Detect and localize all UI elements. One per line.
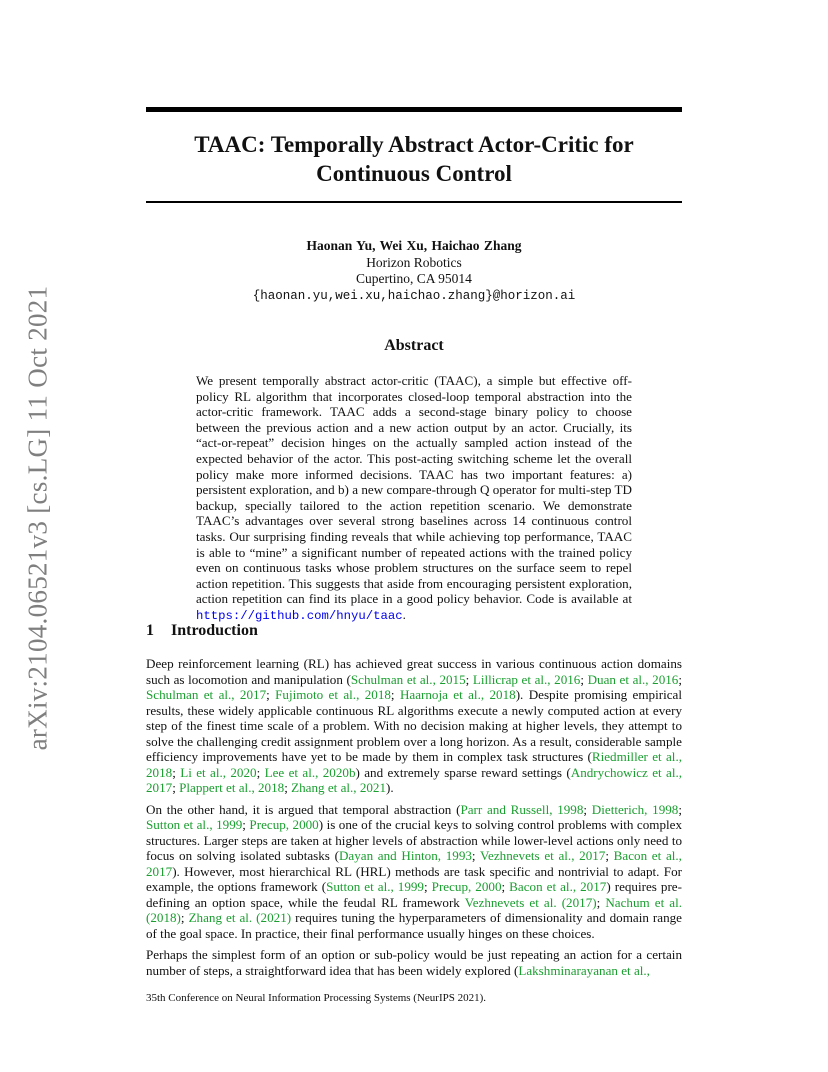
introduction-body (146, 656, 682, 984)
code-link[interactable]: https://github.com/hnyu/taac (196, 608, 403, 623)
citation-link[interactable]: Lee et al., 2020b (264, 764, 356, 780)
citation-link[interactable]: Parr and Russell, 1998 (460, 801, 584, 817)
paragraph-text: ; (242, 817, 250, 832)
paragraph-text: ; (172, 780, 180, 795)
citation-link[interactable]: Sutton et al., 1999 (326, 879, 424, 894)
citation-link[interactable]: Riedmiller et al., 2018 (146, 749, 682, 780)
citation-link[interactable]: Zhang et al., 2021 (291, 780, 387, 795)
citation-link[interactable]: Zhang et al. (2021) (188, 910, 292, 925)
citation-link[interactable]: Duan et al., 2016 (587, 671, 679, 687)
paragraph-text: ; (596, 894, 606, 910)
citation-link[interactable]: Precup, 2000 (249, 817, 319, 832)
author-block (146, 238, 682, 304)
section-heading-introduction (146, 622, 258, 640)
intro-paragraph (146, 802, 682, 942)
paragraph-text: ; (423, 879, 432, 894)
paragraph-text: Deep reinforcement learning (RL) has achieved great success in various continuous action domains such as locomotion and manipulation ( (146, 656, 682, 687)
title-rule-bottom (146, 201, 682, 203)
paragraph-text: ) requires pre-defining an option space, while the feudal RL framework (146, 879, 682, 910)
title-line-2: Continuous Control (316, 161, 512, 186)
venue-footnote: 35th Conference on Neural Information Processing Systems (NeurIPS 2021). (146, 992, 487, 1004)
citation-link[interactable]: Andrychowicz et al., 2017 (146, 764, 683, 795)
author-email: {haonan.yu,wei.xu,haichao.zhang}@horizon.ai (252, 288, 576, 303)
paragraph-text: ; (605, 848, 614, 863)
paragraph-text: ). Despite promising empirical results, these widely applicable continuous RL algorithms execute a newly computed action at every step of the finest time scale of a problem. With no decision making at higher levels, they attempt to solve the challenging credit assignment problem over a long horizon. As a result, considerable sample efficiency improvements have yet to be made by them in complex task structures ( (146, 687, 682, 764)
paragraph-text: ; (390, 687, 400, 702)
section-number: 1 (146, 622, 154, 639)
citation-link[interactable]: Dayan and Hinton, 1993 (338, 848, 472, 863)
paragraph-text: ; (678, 671, 682, 687)
citation-link[interactable]: Dietterich, 1998 (591, 801, 679, 817)
paragraph-text: Perhaps the simplest form of an option or sub-policy would be just repeating an action for a certain number of steps, a straightforward idea that has been widely explored ( (146, 947, 682, 978)
section-title: Introduction (171, 622, 258, 639)
intro-paragraph (146, 947, 682, 978)
paragraph-text: ; (580, 671, 588, 687)
abstract-text: We present temporally abstract actor-critic (TAAC), a simple but effective off-policy RL algorithm that incorporates closed-loop temporal abstraction into the actor-critic framework. TAAC adds a second-stage binary policy to choose between the previous action and a new action output by an actor. Crucially, its “act-or-repeat” decision hinges on the actually sampled action instead of the expected behavior of the actor. This post-acting switching scheme let the overall policy make more informed decisions. TAAC has two important features: a) persistent exploration, and b) a new compare-through Q operator for multi-step TD backup, specially tailored to the action repetition scenario. We demonstrate TAAC’s advantages over several strong baselines across 14 continuous control tasks. Our surprising finding reveals that while achieving top performance, TAAC is able to “mine” a significant number of repeated actions with the trained policy even on continuous tasks whose problem structures on the surface seem to repel action repetition. This suggests that aside from encouraging persistent exploration, action repetition can find its place in a good policy behavior. Code is available at (196, 373, 632, 607)
citation-link[interactable]: Lakshminarayanan et al., (518, 962, 650, 978)
paragraph-text: ) and extremely sparse reward settings ( (355, 764, 571, 780)
author-names: Haonan Yu, Wei Xu, Haichao Zhang (306, 238, 522, 253)
citation-link[interactable]: Bacon et al., 2017 (146, 848, 682, 879)
paragraph-text: ; (256, 764, 265, 780)
paragraph-text: ). (386, 780, 394, 795)
abstract-end: . (402, 606, 406, 622)
arxiv-identifier: arXiv:2104.06521v3 [cs.LG] 11 Oct 2021 (22, 285, 53, 751)
paragraph-text: ; (266, 687, 276, 702)
paragraph-text: ; (465, 671, 473, 687)
paragraph-text: ; (180, 910, 189, 925)
paragraph-text: ; (284, 780, 292, 795)
paragraph-text: ; (471, 848, 481, 863)
citation-link[interactable]: Schulman et al., 2017 (146, 687, 267, 702)
title-line-1: TAAC: Temporally Abstract Actor-Critic for (194, 132, 634, 157)
paragraph-text: ) is one of the crucial keys to solving control problems with complex structures. Larger steps are taken at higher levels of abstraction while lower-level actions only need to focus on solving isolated subtasks ( (146, 817, 682, 863)
abstract-heading: Abstract (384, 337, 444, 354)
citation-link[interactable]: Vezhnevets et al. (2017) (464, 894, 597, 910)
citation-link[interactable]: Schulman et al., 2015 (350, 671, 466, 687)
citation-link[interactable]: Bacon et al., 2017 (509, 879, 607, 894)
citation-link[interactable]: Plappert et al., 2018 (179, 780, 285, 795)
paragraph-text: ; (678, 801, 682, 817)
paper-title (146, 130, 682, 188)
citation-link[interactable]: Precup, 2000 (431, 879, 502, 894)
citation-link[interactable]: Sutton et al., 1999 (146, 817, 243, 832)
citation-link[interactable]: Li et al., 2020 (180, 764, 257, 780)
citation-link[interactable]: Lillicrap et al., 2016 (472, 671, 581, 687)
citation-link[interactable]: Nachum et al. (2018) (146, 894, 682, 925)
citation-link[interactable]: Vezhnevets et al., 2017 (480, 848, 606, 863)
author-affiliation: Horizon Robotics (366, 254, 462, 270)
intro-paragraph (146, 656, 682, 796)
paragraph-text: ). However, most hierarchical RL (HRL) methods are task specific and nontrivial to adapt. For example, the options framework ( (146, 863, 682, 894)
title-rule-top (146, 107, 682, 112)
paragraph-text: ; (501, 879, 510, 894)
paragraph-text: On the other hand, it is argued that temporal abstraction ( (146, 801, 461, 817)
paragraph-text: requires tuning the hyperparameters of dimensionality and domain range of the goal space. In practice, their final performance usually hinges on these choices. (146, 910, 682, 941)
citation-link[interactable]: Haarnoja et al., 2018 (399, 687, 516, 702)
abstract-body (196, 373, 632, 625)
paragraph-text: ; (172, 764, 181, 780)
paragraph-text: ; (583, 801, 592, 817)
author-location: Cupertino, CA 95014 (356, 271, 472, 286)
citation-link[interactable]: Fujimoto et al., 2018 (275, 687, 391, 702)
